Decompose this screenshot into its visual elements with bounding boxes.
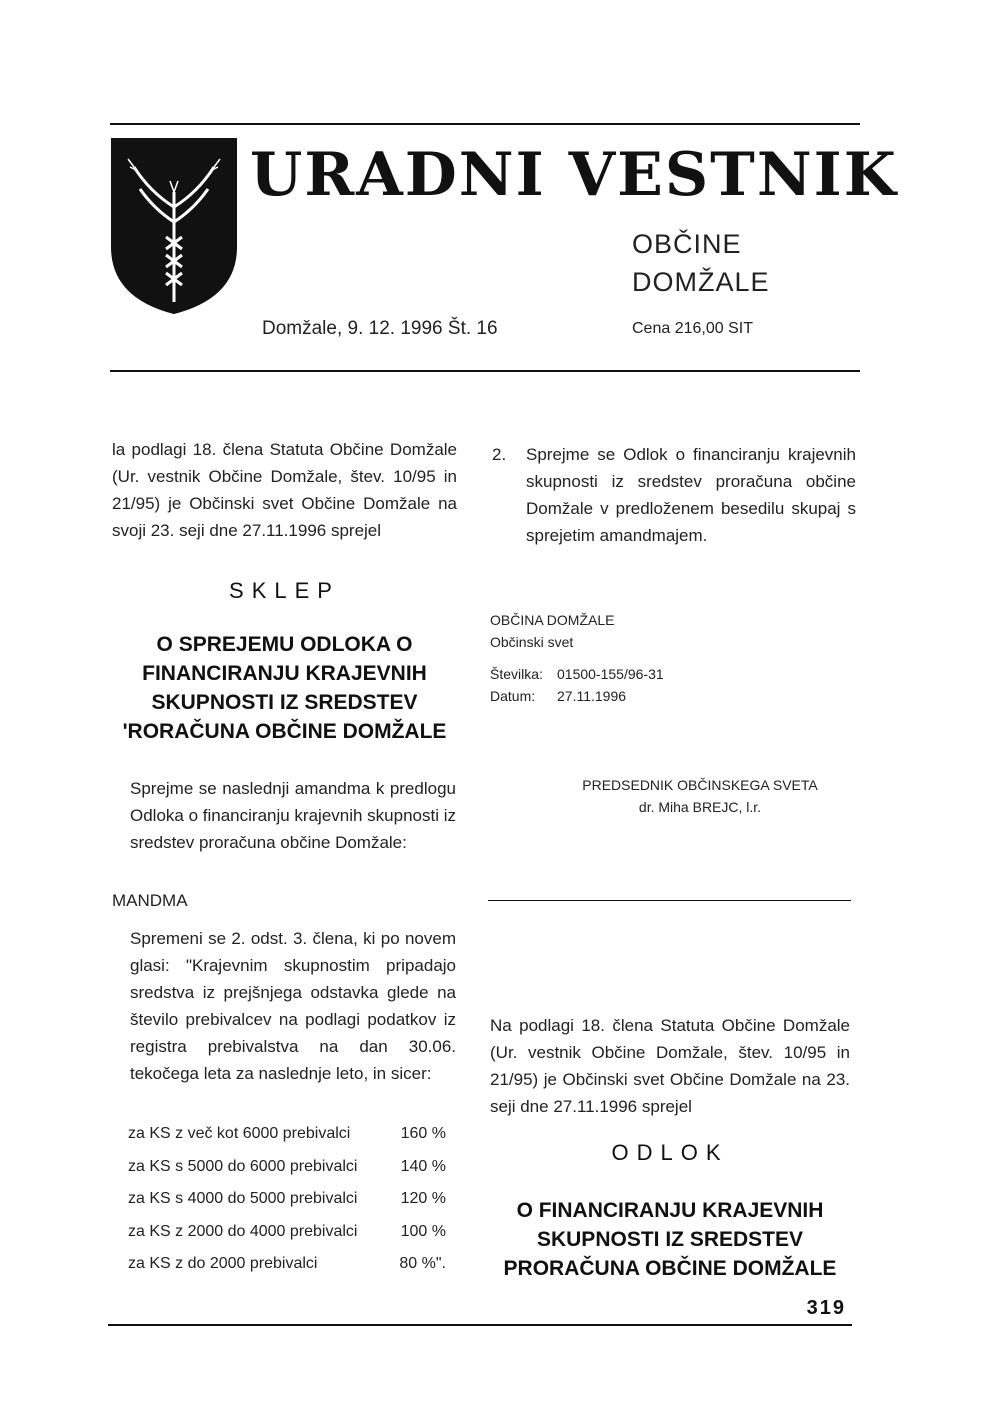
right-intro-paragraph: Na podlagi 18. člena Statuta Občine Domžale (Ur. vestnik Občine Domžale, štev. 10/95 in 21/95) je Občinski svet Občine Domžale na 23. seji dne 27.11.1996 sprejel	[490, 1016, 850, 1116]
table-row	[128, 1248, 446, 1281]
issue-price: Cena 216,00 SIT	[632, 320, 753, 337]
top-rule	[110, 123, 860, 125]
sklep-title-line-3: SKUPNOSTI IZ SREDSTEV	[151, 691, 418, 714]
table-row	[128, 1151, 446, 1184]
sklep-title-line-4: 'RORAČUNA OBČINE DOMŽALE	[122, 720, 447, 743]
odlok-title-line-3: PRORAČUNA OBČINE DOMŽALE	[503, 1257, 837, 1280]
footer-rule	[108, 1324, 852, 1326]
issuer-body: Občinski svet	[490, 634, 574, 650]
item-number: 2.	[492, 445, 507, 464]
document-date-value: 27.11.1996	[557, 688, 627, 704]
amendment-intro-paragraph: Sprejme se naslednji amandma k predlogu Odloka o financiranju krajevnih skupnosti iz sredstev proračuna občine Domžale:	[130, 779, 457, 852]
coat-of-arms-icon	[110, 137, 238, 315]
rate-value: 120 %	[400, 1190, 446, 1208]
rate-value: 140 %	[400, 1157, 446, 1175]
masthead-title: URADNI VESTNIK	[250, 140, 898, 210]
sklep-title-line-2: FINANCIRANJU KRAJEVNIH	[142, 662, 427, 685]
rate-label: za KS s 5000 do 6000 prebivalci	[128, 1157, 358, 1175]
left-intro-paragraph: la podlagi 18. člena Statuta Občine Domžale (Ur. vestnik Občine Domžale, štev. 10/95 in 21/95) je Občinski svet Občine Domžale na svoji 23. seji dne 27.11.1996 sprejel	[112, 440, 457, 540]
subtitle-line-1: OBČINE	[632, 229, 742, 259]
signatory-title: PREDSEDNIK OBČINSKEGA SVETA	[582, 777, 818, 793]
sklep-title-line-1: O SPREJEMU ODLOKA O	[156, 633, 413, 656]
header-rule	[110, 370, 860, 372]
rate-label: za KS z več kot 6000 prebivalci	[128, 1125, 351, 1143]
odlok-heading: ODLOK	[611, 1140, 729, 1165]
population-rates-table	[128, 1118, 446, 1281]
odlok-title-line-1: O FINANCIRANJU KRAJEVNIH	[516, 1199, 824, 1222]
section-divider	[488, 900, 851, 901]
issue-date-number: Domžale, 9. 12. 1996 Št. 16	[262, 318, 498, 339]
coat-of-arms-logo	[110, 137, 238, 315]
document-number-label: Številka:	[490, 666, 543, 682]
document-date-label: Datum:	[490, 688, 536, 704]
signatory-name: dr. Miha BREJC, l.r.	[638, 799, 762, 815]
amandma-label: MANDMA	[112, 891, 188, 910]
issuer-name: OBČINA DOMŽALE	[490, 612, 615, 628]
amendment-text-paragraph: Spremeni se 2. odst. 3. člena, ki po novem glasi: "Krajevnim skupnostim pripadajo sredstva iz prejšnjega odstavka glede na število prebivalcev na podlagi podatkov iz registra prebivalstva na dan 30.06. tekočega leta za naslednje leto, in sicer:	[130, 929, 456, 1083]
masthead-subtitle	[632, 225, 770, 301]
table-row	[128, 1216, 446, 1249]
rate-label: za KS z 2000 do 4000 prebivalci	[128, 1222, 358, 1240]
odlok-title-line-2: SKUPNOSTI IZ SREDSTEV	[536, 1228, 804, 1251]
item-text-paragraph: Sprejme se Odlok o financiranju krajevnih skupnosti iz sredstev proračuna občine Domžale v predloženem besedilu skupaj s sprejetim amandmajem.	[526, 445, 856, 545]
rate-value: 80 %".	[399, 1255, 446, 1273]
subtitle-line-2: DOMŽALE	[632, 267, 770, 297]
rate-value: 160 %	[400, 1125, 446, 1143]
sklep-heading: SKLEP	[229, 578, 340, 603]
document-number-value: 01500-155/96-31	[557, 666, 664, 682]
rate-label: za KS z do 2000 prebivalci	[128, 1255, 318, 1273]
page-number: 319	[806, 1297, 846, 1319]
rate-label: za KS s 4000 do 5000 prebivalci	[128, 1190, 358, 1208]
sklep-title	[112, 630, 457, 746]
table-row	[128, 1118, 446, 1151]
rate-value: 100 %	[400, 1222, 446, 1240]
table-row	[128, 1183, 446, 1216]
odlok-title	[490, 1196, 850, 1283]
